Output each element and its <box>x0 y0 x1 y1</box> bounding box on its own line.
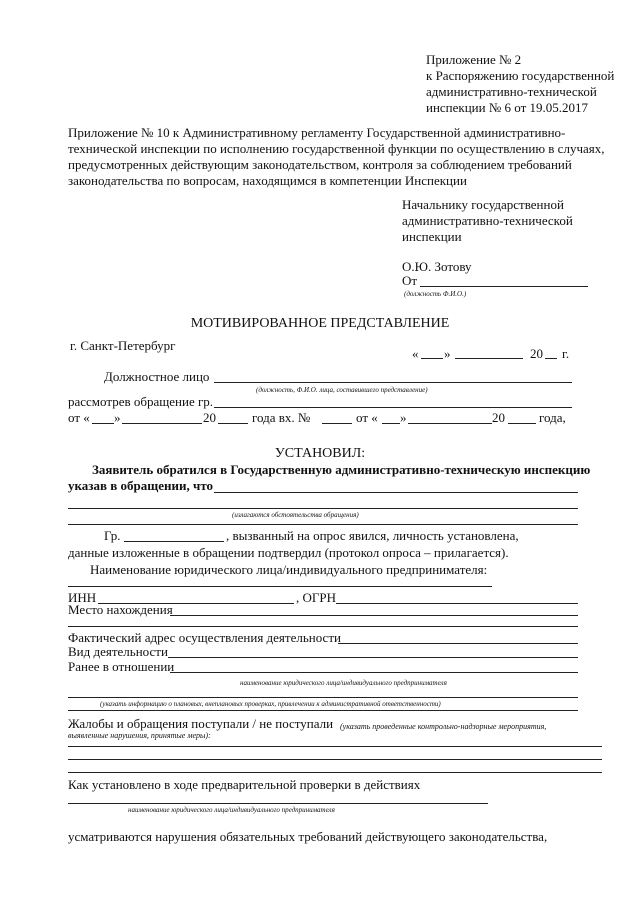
date-close-quote: » <box>444 346 451 361</box>
complaints-field-2[interactable] <box>68 759 602 760</box>
citizen-prefix: Гр. <box>104 528 121 543</box>
established-heading: УСТАНОВИЛ: <box>274 446 366 461</box>
actual-address-field[interactable] <box>338 643 578 644</box>
addressee-block <box>402 197 573 245</box>
activity-label: Вид деятельности <box>68 644 168 659</box>
inspections-caption: (указать информацию о плановых, внеплановых проверках, привлечении к административной ответственности) <box>100 700 441 708</box>
incoming-number-field[interactable] <box>322 423 352 424</box>
citizen-text: , вызванный на опрос явился, личность установлена, <box>226 528 519 543</box>
date-day-field[interactable] <box>421 358 443 359</box>
preliminary-caption: наименование юридического лица/индивидуального предпринимателя <box>128 806 335 814</box>
company-name-field[interactable] <box>68 586 492 587</box>
request-from-label: от « <box>68 410 90 425</box>
appendix-line-3: административно-технической <box>426 84 597 99</box>
inspections-field[interactable] <box>68 697 578 698</box>
date-year-prefix: 20 <box>530 346 543 361</box>
addressee-from-label: От <box>402 273 418 288</box>
preliminary-field[interactable] <box>68 803 488 804</box>
date-open-quote: « <box>412 346 419 361</box>
official-field[interactable] <box>214 382 572 383</box>
incoming-from-label: от « <box>356 410 378 425</box>
addressee-from-caption: (должность Ф.И.О.) <box>404 290 467 298</box>
request-year-field[interactable] <box>218 423 248 424</box>
location-field[interactable] <box>170 615 578 616</box>
intro-line-1: Приложение № 10 к Административному регламенту Государственной административно- <box>68 125 566 140</box>
date-month-field[interactable] <box>455 358 523 359</box>
location-field-2[interactable] <box>68 626 578 627</box>
request-century: 20 <box>203 410 216 425</box>
incoming-century: 20 <box>492 410 505 425</box>
complaints-line-1: Жалобы и обращения поступали / не поступали <box>68 716 334 731</box>
addressee-from-field[interactable] <box>420 286 588 287</box>
applicant-field-1[interactable] <box>214 492 578 493</box>
request-day-field[interactable] <box>92 423 114 424</box>
complaints-field-1[interactable] <box>68 746 602 747</box>
intro-line-4: законодательства по вопросам, находящимся в компетенции Инспекции <box>68 173 467 188</box>
incoming-month-field[interactable] <box>408 423 492 424</box>
appendix-line-2: к Распоряжению государственной <box>426 68 615 83</box>
intro-line-3: предусмотренных действующим законодательством, контроля за соблюдением требований <box>68 157 572 172</box>
document-title: МОТИВИРОВАННОЕ ПРЕДСТАВЛЕНИЕ <box>190 316 450 331</box>
reviewed-citizen-field[interactable] <box>214 407 572 408</box>
complaints-field-3[interactable] <box>68 772 602 773</box>
addressee-line-3: инспекции <box>402 229 462 244</box>
incoming-year-field[interactable] <box>508 423 536 424</box>
earlier-caption: наименование юридического лица/индивидуального предпринимателя <box>240 679 447 687</box>
ogrn-field[interactable] <box>336 603 578 604</box>
appendix-line-1: Приложение № 2 <box>426 52 522 67</box>
intro-paragraph <box>68 125 605 189</box>
reviewed-label: рассмотрев обращение гр. <box>68 394 214 409</box>
citizen-line-3: Наименование юридического лица/индивидуального предпринимателя: <box>90 562 488 577</box>
preliminary-text: Как установлено в ходе предварительной проверки в действиях <box>68 777 421 792</box>
addressee-line-2: административно-технической <box>402 213 573 228</box>
location-label: Место нахождения <box>68 602 173 617</box>
date-suffix: г. <box>562 346 570 361</box>
earlier-label: Ранее в отношении <box>68 659 175 674</box>
appendix-block <box>426 52 614 116</box>
addressee-name: О.Ю. Зотову <box>402 259 472 274</box>
applicant-caption: (излагаются обстоятельства обращения) <box>232 511 359 519</box>
applicant-field-3[interactable] <box>68 524 578 525</box>
earlier-field[interactable] <box>170 672 578 673</box>
actual-address-label: Фактический адрес осуществления деятельности <box>68 630 341 645</box>
appendix-line-4: инспекции № 6 от 19.05.2017 <box>426 100 589 115</box>
incoming-day-field[interactable] <box>382 423 400 424</box>
complaints-note-2: выявленные нарушения, принятые меры): <box>68 731 211 740</box>
ogrn-label: , ОГРН <box>296 590 337 605</box>
request-month-field[interactable] <box>122 423 202 424</box>
request-year-reg: года вх. № <box>252 410 311 425</box>
citizen-line-2: данные изложенные в обращении подтвердил (протокол опроса – прилагается). <box>68 545 509 560</box>
inn-label: ИНН <box>68 590 97 605</box>
official-caption: (должность, Ф.И.О. лица, составившего представление) <box>256 386 428 394</box>
citizen-name-field[interactable] <box>124 541 224 542</box>
incoming-year-end: года, <box>539 410 566 425</box>
official-label: Должностное лицо <box>104 369 210 384</box>
violations-text: усматриваются нарушения обязательных требований действующего законодательства, <box>68 829 548 844</box>
applicant-field-2[interactable] <box>68 508 578 509</box>
addressee-line-1: Начальнику государственной <box>402 197 564 212</box>
inspections-field-2[interactable] <box>68 710 578 711</box>
intro-line-2: технической инспекции по исполнению государственной функции по осуществлению в случаях, <box>68 141 605 156</box>
activity-field[interactable] <box>168 657 578 658</box>
complaints-note-1: (указать проведенные контрольно-надзорные мероприятия, <box>340 722 547 731</box>
incoming-quote-close: » <box>400 410 407 425</box>
date-year-field[interactable] <box>545 358 557 359</box>
applicant-line-2: указав в обращении, что <box>68 478 214 493</box>
request-quote-close: » <box>114 410 121 425</box>
place-label: г. Санкт-Петербург <box>70 338 176 353</box>
applicant-line-1: Заявитель обратился в Государственную административно-техническую инспекцию <box>92 462 591 477</box>
